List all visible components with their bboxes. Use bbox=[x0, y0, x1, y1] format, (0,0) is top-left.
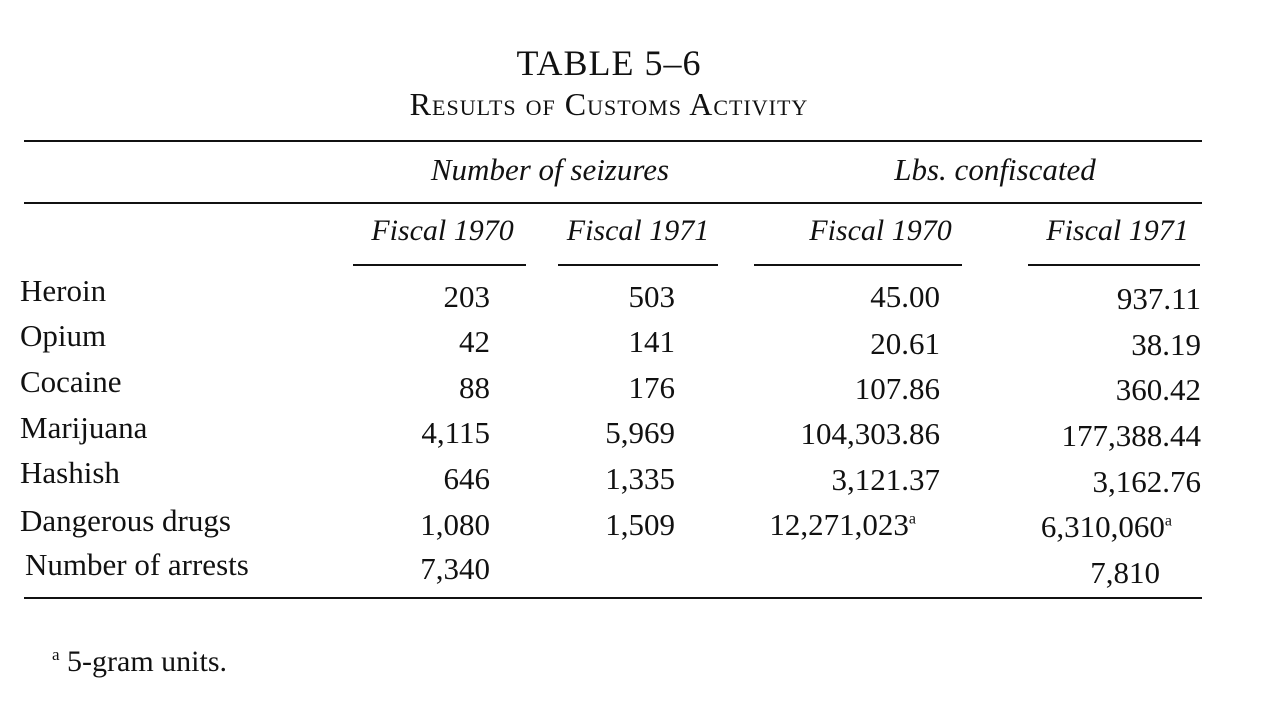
column-header-1: Fiscal 1970 bbox=[371, 214, 514, 247]
table-title: TABLE 5–6 bbox=[516, 43, 702, 83]
column-header-3: Fiscal 1970 bbox=[809, 214, 952, 247]
column-underline-1 bbox=[353, 264, 526, 266]
cell-pounds-1970: 45.00 bbox=[870, 279, 940, 314]
cell-pounds-1970-value: 12,271,023 bbox=[769, 507, 909, 542]
cell-seizures-1971: 1,509 bbox=[605, 507, 675, 542]
group-rule bbox=[24, 202, 1202, 204]
cell-pounds-1971: 177,388.44 bbox=[1061, 418, 1201, 453]
row-label: Heroin bbox=[20, 273, 107, 308]
row-label: Number of arrests bbox=[25, 547, 249, 582]
cell-pounds-1971: 937.11 bbox=[1116, 281, 1201, 316]
footnote-text: 5-gram units. bbox=[67, 645, 228, 678]
footnote-marker: a bbox=[1164, 512, 1172, 530]
bottom-rule bbox=[24, 597, 1202, 599]
cell-pounds-1970: 20.61 bbox=[870, 326, 940, 361]
group-header-seizures: Number of seizures bbox=[430, 152, 670, 187]
cell-pounds-1971: 360.42 bbox=[1115, 372, 1201, 407]
cell-pounds-1970: 104,303.86 bbox=[800, 416, 940, 451]
cell-pounds-1970 bbox=[700, 507, 916, 543]
footnote bbox=[52, 645, 227, 679]
cell-pounds-1971 bbox=[960, 509, 1172, 545]
cell-seizures-1971: 141 bbox=[628, 324, 675, 359]
group-header-pounds: Lbs. confiscated bbox=[894, 152, 1096, 187]
cell-seizures-1970: 88 bbox=[459, 370, 490, 405]
row-label: Cocaine bbox=[20, 364, 122, 399]
column-header-2: Fiscal 1971 bbox=[566, 214, 710, 247]
cell-pounds-1970: 107.86 bbox=[854, 371, 940, 406]
cell-seizures-1970: 1,080 bbox=[420, 507, 490, 542]
top-rule bbox=[24, 140, 1202, 142]
cell-seizures-1971: 503 bbox=[628, 279, 675, 314]
cell-seizures-1971: 176 bbox=[628, 370, 675, 405]
cell-pounds-1971: 7,810 bbox=[1090, 555, 1160, 590]
cell-pounds-1971-value: 6,310,060 bbox=[1040, 509, 1165, 544]
row-label: Marijuana bbox=[20, 410, 148, 445]
cell-seizures-1970: 7,340 bbox=[420, 551, 490, 586]
cell-seizures-1970: 4,115 bbox=[421, 415, 490, 450]
cell-pounds-1970: 3,121.37 bbox=[831, 462, 940, 497]
row-label: Hashish bbox=[20, 455, 120, 490]
cell-seizures-1971: 5,969 bbox=[605, 415, 675, 450]
cell-seizures-1970: 42 bbox=[459, 324, 490, 359]
row-label: Opium bbox=[20, 318, 107, 353]
footnote-marker: a bbox=[52, 645, 60, 664]
cell-seizures-1971: 1,335 bbox=[605, 461, 675, 496]
cell-seizures-1970: 203 bbox=[443, 279, 490, 314]
column-underline-3 bbox=[754, 264, 962, 266]
column-underline-2 bbox=[558, 264, 718, 266]
cell-pounds-1971: 38.19 bbox=[1131, 327, 1201, 362]
cell-seizures-1970: 646 bbox=[443, 461, 490, 496]
cell-pounds-1971: 3,162.76 bbox=[1092, 464, 1201, 499]
column-underline-4 bbox=[1028, 264, 1200, 266]
footnote-marker: a bbox=[908, 510, 916, 528]
table-subtitle: Results of Customs Activity bbox=[409, 86, 809, 122]
column-header-4: Fiscal 1971 bbox=[1046, 214, 1189, 247]
row-label: Dangerous drugs bbox=[20, 503, 231, 538]
